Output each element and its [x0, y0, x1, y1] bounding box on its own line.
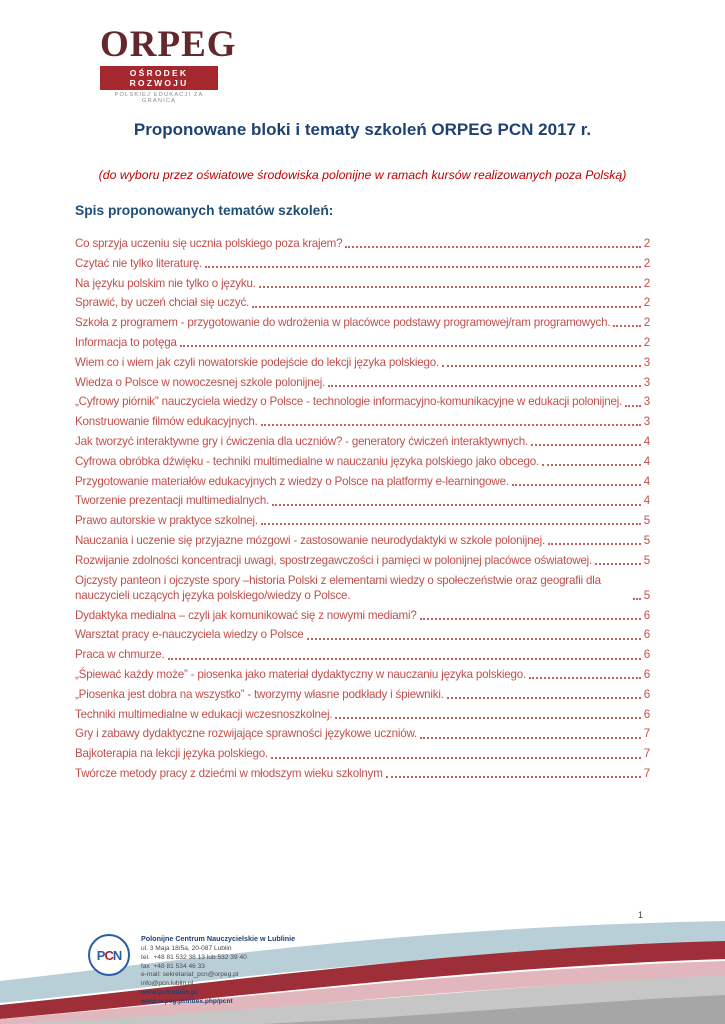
orpeg-logo-subtitle: OŚRODEK ROZWOJU	[100, 66, 218, 90]
pcn-logo	[88, 934, 130, 976]
toc-entry-page-number: 4	[643, 474, 650, 488]
footer	[88, 934, 295, 1007]
toc-entry-label: Na języku polskim nie tylko o języku.	[75, 276, 256, 290]
page-number: 1	[637, 910, 643, 920]
toc-leader-dots	[531, 444, 641, 446]
toc-entry-page-number: 3	[643, 375, 650, 389]
toc-entry	[75, 394, 650, 409]
toc-entry	[75, 276, 650, 291]
toc-leader-dots	[205, 266, 641, 268]
toc-entry-page-number: 2	[643, 237, 650, 250]
toc-entry-page-number: 5	[643, 553, 650, 567]
toc-entry-label: Informacja to potęga	[75, 335, 177, 349]
toc-entry	[75, 236, 650, 251]
toc-leader-dots	[335, 717, 640, 719]
toc-entry-label: Ojczysty panteon i ojczyste spory –historia Polski z elementami wiedzy o społeczeństwie oraz geografii dla nauczycieli uczących języka polskiego/wiedzy o Polsce.	[75, 573, 601, 602]
toc-leader-dots	[180, 345, 641, 347]
toc-leader-dots	[633, 598, 641, 600]
toc-entry	[75, 608, 650, 623]
toc-entry	[75, 474, 650, 489]
toc-entry	[75, 627, 650, 642]
toc-entry-page-number: 2	[643, 276, 650, 290]
toc-leader-dots	[420, 618, 641, 620]
toc-entry	[75, 573, 650, 604]
toc-entry-label: Cyfrowa obróbka dźwięku - techniki multimedialne w nauczaniu języka polskiego jako obcego.	[75, 454, 540, 468]
footer-organization-name: Polonijne Centrum Nauczycielskie w Lublinie	[141, 934, 296, 943]
toc-entry-label: Prawo autorskie w praktyce szkolnej.	[75, 514, 258, 528]
toc-entry-label: Co sprzyja uczeniu się ucznia polskiego poza krajem?	[75, 237, 343, 250]
toc-leader-dots	[529, 677, 641, 679]
toc-entry-label: Konstruowanie filmów edukacyjnych.	[75, 415, 258, 429]
toc-entry-label: „Cyfrowy piórnik” nauczyciela wiedzy o Polsce - technologie informacyjno-komunikacyjne w edukacji polonijnej.	[75, 395, 623, 409]
footer-contact-line: tel. +48 81 532 38 13 lub 532 39 40	[141, 953, 247, 961]
toc-entry	[75, 335, 650, 350]
toc-entry	[75, 533, 650, 548]
toc-entry-label: Jak tworzyć interaktywne gry i ćwiczenia dla uczniów? - generatory ćwiczeń interaktywnych.	[75, 434, 529, 448]
footer-address-lines	[141, 945, 295, 989]
footer-contact-line: info@pcn.lublin.pl	[141, 980, 194, 988]
footer-website-link: www.orpeg.pl/index.php/pcnt	[141, 998, 233, 1006]
toc-entry-label: Sprawić, by uczeń chciał się uczyć.	[75, 296, 250, 310]
toc-entry-page-number: 3	[643, 415, 650, 429]
toc-entry-page-number: 2	[643, 335, 650, 349]
toc-leader-dots	[168, 658, 641, 660]
toc-leader-dots	[272, 504, 641, 506]
toc-entry-page-number: 6	[643, 608, 650, 622]
toc-entry	[75, 707, 650, 722]
toc-leader-dots	[548, 543, 641, 545]
toc-entry-page-number: 6	[643, 648, 650, 662]
toc-entry	[75, 454, 650, 469]
toc-list	[75, 236, 650, 786]
footer-contact-line: e-mail: sekretariat_pcn@orpeg.pl	[141, 971, 239, 979]
toc-leader-dots	[542, 464, 641, 466]
toc-leader-dots	[512, 484, 641, 486]
toc-leader-dots	[386, 776, 641, 778]
toc-entry-page-number: 6	[643, 628, 650, 642]
toc-entry-label: Dydaktyka medialna – czyli jak komunikować się z nowymi mediami?	[75, 608, 417, 622]
footer-contact-line: fax +48 81 534 46 33	[141, 962, 205, 970]
toc-entry	[75, 746, 650, 761]
toc-entry	[75, 375, 650, 390]
toc-entry-label: Praca w chmurze.	[75, 648, 165, 662]
toc-entry	[75, 726, 650, 741]
toc-entry-label: Wiedza o Polsce w nowoczesnej szkole polonijnej.	[75, 375, 326, 389]
toc-leader-dots	[252, 306, 641, 308]
toc-entry-label: „Śpiewać każdy może” - piosenka jako materiał dydaktyczny w nauczaniu języka polskiego.	[75, 668, 527, 682]
toc-entry-label: Bajkoterapia na lekcji języka polskiego.	[75, 747, 269, 761]
toc-entry-page-number: 5	[643, 533, 650, 547]
toc-entry-label: Twórcze metody pracy z dziećmi w młodszym wieku szkolnym	[75, 767, 383, 781]
toc-leader-dots	[307, 638, 641, 640]
toc-entry-page-number: 7	[643, 727, 650, 741]
footer-contact-line: ul. 3 Maja 18/5a, 20-087 Lublin	[141, 944, 232, 952]
toc-entry-page-number: 6	[643, 707, 650, 721]
toc-leader-dots	[259, 286, 641, 288]
toc-entry	[75, 513, 650, 528]
toc-entry	[75, 647, 650, 662]
toc-entry-page-number: 4	[643, 454, 650, 468]
toc-entry	[75, 687, 650, 702]
pcn-logo-letter: N	[112, 947, 122, 963]
toc-entry	[75, 766, 650, 781]
orpeg-logo-wordmark: ORPEG	[100, 24, 237, 65]
footer-web-lines	[141, 989, 295, 1007]
toc-entry	[75, 315, 650, 330]
toc-leader-dots	[447, 697, 641, 699]
toc-entry-label: Przygotowanie materiałów edukacyjnych z wiedzy o Polsce na platformy e-learningowe.	[75, 474, 509, 488]
toc-leader-dots	[261, 523, 641, 525]
toc-entry-page-number: 5	[643, 514, 650, 528]
toc-entry-page-number: 4	[643, 434, 650, 448]
toc-entry-label: Rozwijanie zdolności koncentracji uwagi, spostrzegawczości i pamięci w polonijnej placówce oświatowej.	[75, 553, 593, 567]
toc-entry-page-number: 7	[643, 747, 650, 761]
toc-entry-page-number: 2	[643, 256, 650, 270]
toc-entry	[75, 355, 650, 370]
toc-entry	[75, 434, 650, 449]
orpeg-logo	[100, 24, 237, 104]
toc-entry-label: Gry i zabawy dydaktyczne rozwijające sprawności językowe uczniów.	[75, 727, 418, 741]
page-subtitle: (do wyboru przez oświatowe środowiska polonijne w ramach kursów realizowanych poza Polską)	[98, 168, 627, 182]
toc-entry-page-number: 6	[643, 668, 650, 682]
toc-leader-dots	[625, 405, 641, 407]
toc-entry-page-number: 3	[643, 355, 650, 369]
page-title: Proponowane bloki i tematy szkoleń ORPEG PCN 2017 r.	[133, 120, 592, 139]
toc-leader-dots	[613, 325, 640, 327]
toc-entry-page-number: 7	[643, 767, 650, 781]
toc-leader-dots	[271, 757, 641, 759]
orpeg-logo-tagline: POLSKIEJ EDUKACJI ZA GRANICĄ	[114, 91, 204, 104]
toc-entry-page-number: 2	[643, 316, 650, 330]
toc-entry-label: „Piosenka jest dobra na wszystko” - tworzymy własne podkłady i śpiewniki.	[75, 687, 444, 701]
toc-entry-page-number: 2	[643, 296, 650, 310]
toc-leader-dots	[442, 365, 641, 367]
toc-entry	[75, 295, 650, 310]
toc-entry	[75, 667, 650, 682]
toc-entry-page-number: 3	[643, 395, 650, 409]
toc-entry-label: Techniki multimedialne w edukacji wczesnoszkolnej.	[75, 707, 333, 721]
toc-heading: Spis proponowanych tematów szkoleń:	[75, 203, 334, 218]
toc-leader-dots	[420, 737, 641, 739]
toc-entry-label: Tworzenie prezentacji multimedialnych.	[75, 494, 270, 508]
pcn-logo-letter: P	[96, 947, 105, 963]
toc-entry-label: Nauczania i uczenie się przyjazne mózgowi - zastosowanie neurodydaktyki w szkole polonijnej.	[75, 533, 546, 547]
toc-entry	[75, 553, 650, 568]
toc-entry-page-number: 4	[643, 494, 650, 508]
toc-entry-label: Szkoła z programem - przygotowanie do wdrożenia w placówce podstawy programowej/ram programowych.	[75, 316, 611, 330]
toc-leader-dots	[328, 385, 641, 387]
toc-leader-dots	[595, 563, 641, 565]
toc-entry-page-number: 5	[643, 588, 650, 602]
toc-entry	[75, 493, 650, 508]
toc-entry	[75, 414, 650, 429]
toc-entry-label: Warsztat pracy e-nauczyciela wiedzy o Polsce	[75, 628, 304, 642]
toc-leader-dots	[345, 246, 640, 248]
pcn-logo-letter: C	[104, 947, 113, 963]
toc-entry	[75, 256, 650, 271]
footer-website-link: www.pcn.lublin.pl	[141, 989, 197, 997]
toc-entry-label: Czytać nie tylko literaturę.	[75, 256, 203, 270]
toc-entry-page-number: 6	[643, 687, 650, 701]
toc-entry-label: Wiem co i wiem jak czyli nowatorskie podejście do lekcji języka polskiego.	[75, 355, 440, 369]
toc-leader-dots	[261, 424, 641, 426]
